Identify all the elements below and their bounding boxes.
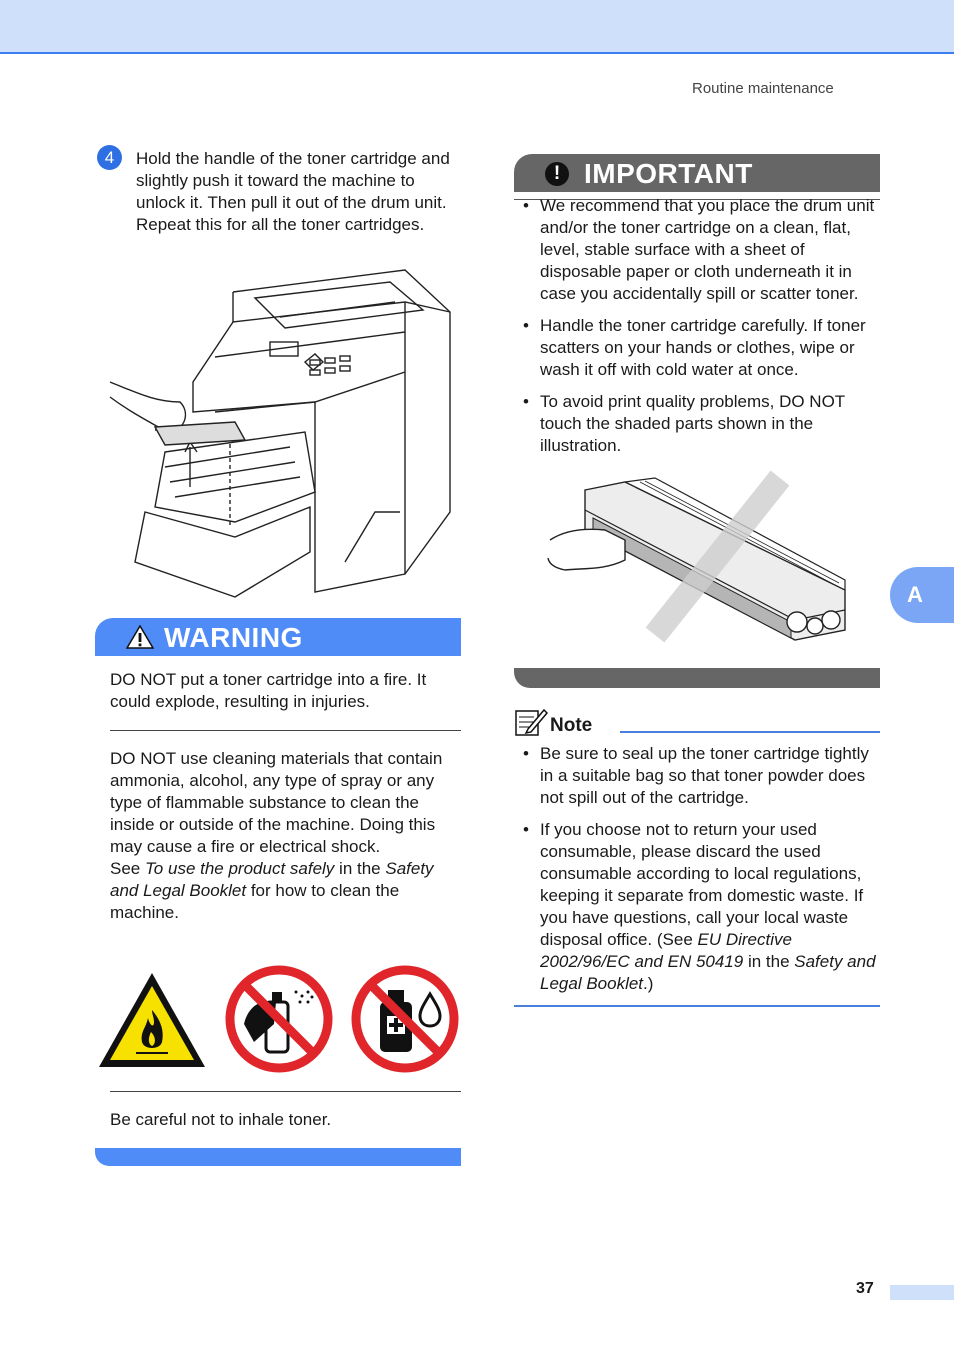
warning-paragraph-fire: DO NOT put a toner cartridge into a fire. It could explode, resulting in injuries. xyxy=(110,670,427,711)
note-bullet-1: • Be sure to seal up the toner cartridge tightly in a suitable bag so that toner powder does not spill out of the cartridge. xyxy=(523,744,869,807)
note-bullet-2: • If you choose not to return your used consumable, please discard the used consumable according to local regulations, keeping it separate from domestic waste. If you have questions, call your local waste disposal office. (See EU Directive 2002/96/EC and EN 50419 in the Safety and Legal Booklet.) xyxy=(523,820,876,993)
warning-footer-bar xyxy=(95,1148,461,1166)
reference-safety-booklet: Safety and Legal Booklet xyxy=(540,952,876,993)
reference-safety-booklet: Safety and Legal Booklet xyxy=(110,859,434,900)
divider xyxy=(110,730,461,731)
note-title: Note xyxy=(550,715,593,736)
important-title: IMPORTANT xyxy=(584,158,753,189)
important-footer-bar xyxy=(514,668,880,688)
footer-bar xyxy=(890,1285,954,1300)
divider xyxy=(514,1005,880,1007)
exclamation-icon: ! xyxy=(545,162,569,186)
printer-illustration xyxy=(105,262,455,604)
reference-eu-directive: EU Directive 2002/96/EC and EN 50419 xyxy=(540,930,792,971)
warning-paragraph-cleaning: DO NOT use cleaning materials that contain ammonia, alcohol, any type of spray or any type of flammable substance to clean the inside or outside of the machine. Doing this may cause a fire or electrical shock. xyxy=(110,749,443,856)
appendix-tab: A xyxy=(890,567,954,623)
step-number-badge: 4 xyxy=(97,145,122,170)
divider xyxy=(620,731,880,733)
important-bullet-1: • We recommend that you place the drum unit and/or the toner cartridge on a clean, flat, level, stable surface with a sheet of disposable paper or cloth underneath it in case you accidentally spill or scatter toner. xyxy=(523,196,875,303)
page-number: 37 xyxy=(856,1280,874,1297)
important-bullet-2: • Handle the toner cartridge carefully. If toner scatters on your hands or clothes, wipe or wash it off with cold water at once. xyxy=(523,316,866,379)
running-header: Routine maintenance xyxy=(692,80,834,97)
warning-triangle-icon xyxy=(126,625,154,649)
warning-paragraph-inhale: Be careful not to inhale toner. xyxy=(110,1110,332,1129)
warning-title: WARNING xyxy=(164,622,303,653)
divider xyxy=(110,1091,461,1092)
step-instruction: Hold the handle of the toner cartridge and slightly push it toward the machine to unlock it. Then pull it out of the drum unit. Repeat this for all the toner cartridges. xyxy=(136,149,450,234)
no-liquid-cleaner-icon xyxy=(350,964,460,1074)
top-header-band xyxy=(0,0,954,54)
no-spray-icon xyxy=(224,964,334,1074)
reference-product-safely: To use the product safely xyxy=(144,859,335,878)
note-pencil-icon xyxy=(514,707,548,737)
toner-cartridge-illustration xyxy=(545,470,855,650)
warning-cleaning-block: DO NOT use cleaning materials that contain ammonia, alcohol, any type of spray or any type of flammable substance to clean the inside or outside of the machine. Doing this may cause a fire or electrical shock. See To use the product safely in the Safety and Legal Booklet for how to clean the machine. xyxy=(110,749,443,922)
important-bullet-3: • To avoid print quality problems, DO NOT touch the shaded parts shown in the illustration. xyxy=(523,392,845,455)
flammable-warning-icon xyxy=(96,970,208,1070)
